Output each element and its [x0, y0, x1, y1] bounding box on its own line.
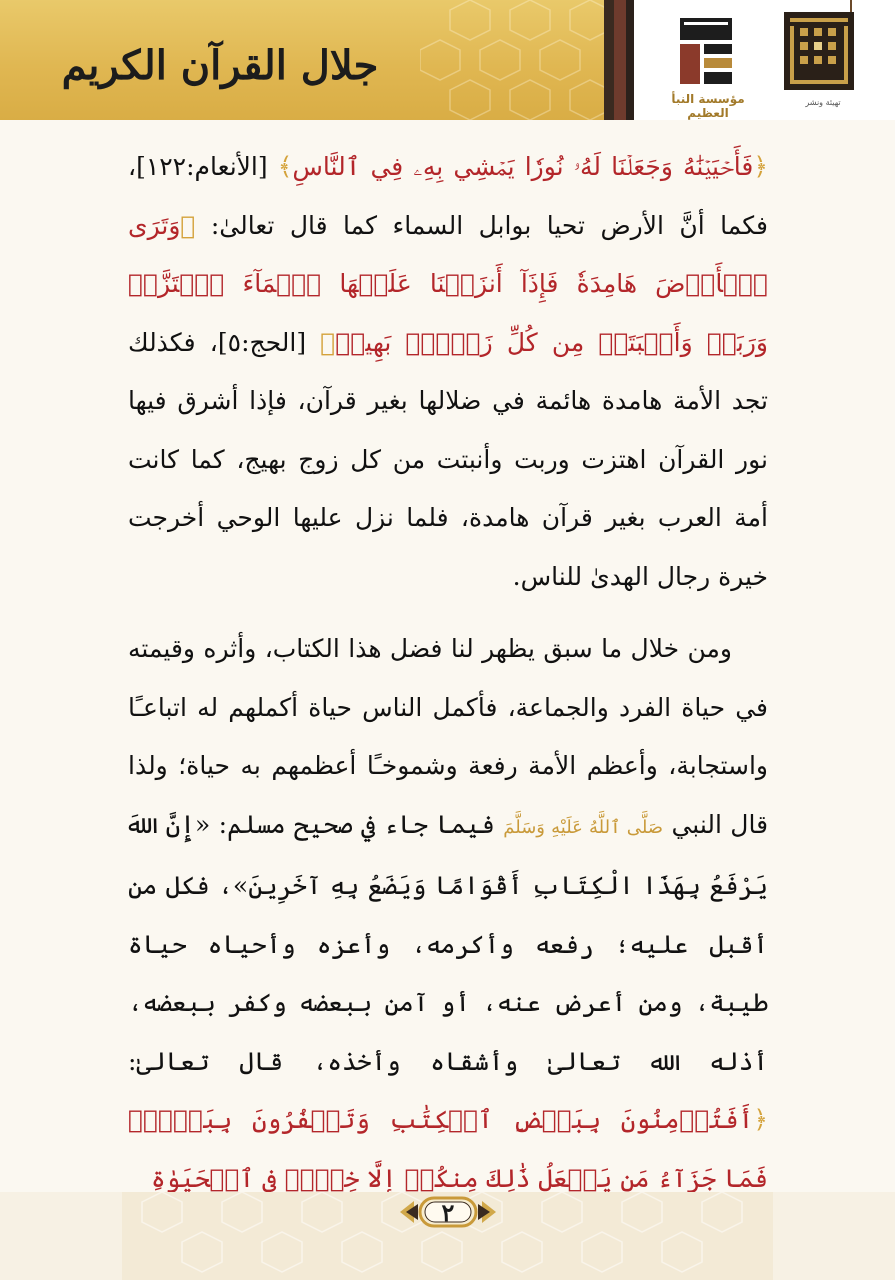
quran-open-bracket: ﴿: [753, 1105, 768, 1134]
page-body-text: [128, 138, 768, 1208]
header-gold-band: [0, 0, 604, 120]
body-text: ومن خلال ما سبق يظهر لنا فضل هذا الكتاب، وأثره وقيمته في حياة الفرد والجماعة، فأكمل الناس حياة أكملهم له اتباعـًا واستجابة، وأعظم الأمة رفعة وشموخـًا أعظمهم به حياة؛ ولذا قال النبي: [128, 634, 769, 839]
verse-reference: [الأنعام:١٢٢]،: [128, 152, 268, 181]
publisher-caption: مؤسسة النبأ العظيم: [671, 92, 745, 120]
paragraph: [128, 138, 768, 606]
page-header: [0, 0, 895, 120]
emblem-caption: تهيئة ونشر: [805, 98, 841, 107]
header-divider: [604, 0, 614, 120]
quran-verse: ﴿فَأَحۡيَيۡنَٰهُ وَجَعَلۡنَا لَهُۥ نُورٗا يَمۡشِي بِهِۦ فِي ٱلنَّاسِ﴾: [277, 152, 768, 181]
quran-open-bracket: ﴿: [753, 152, 768, 181]
publisher-logo-icon: [680, 18, 732, 84]
header-divider: [614, 0, 626, 120]
paragraph: [128, 620, 768, 1208]
quran-close-bracket: ﴾: [320, 327, 336, 357]
body-text: فكما أنَّ الأرض تحيا بوابل السماء كما قال تعالىٰ:: [210, 210, 768, 240]
body-text: فكل من أقبل عليه؛ رفعه وأكرمه، وأعزه وأحياه حياة طيبة، ومن أعرض عنه، أو آمن ببعضه وكفر ببعضه، أذله الله تعالىٰ وأشقاه وأخذه، قال تعالىٰ:: [128, 871, 768, 1076]
hadith-quote: «إِنَّ اللهَ يَرْفَعُ بِهَذَا الْكِتَابِ أَقْوَامًا وَيَضَعُ بِهِ آخَرِينَ»،: [128, 809, 768, 900]
quran-close-bracket: ﴾: [277, 152, 293, 181]
geometric-pattern-decoration: [420, 0, 604, 120]
header-divider: [626, 0, 634, 120]
emblem-logo: [778, 12, 868, 116]
quran-verse: ﴿أَفَتُؤۡمِنُونَ بِبَعۡضِ ٱلۡكِتَٰبِ وَتَكۡفُرُونَ بِبَعۡضٖۚ فَمَا جَزَآءُ مَن يَفۡعَلُ ذَٰلِكَ مِنكُمۡ إِلَّا خِزۡيٞ فِي ٱلۡحَيَوٰةِ: [128, 1105, 768, 1193]
quran-verse: ﴿وَتَرَى ٱلۡأَرۡضَ هَامِدَةٗ فَإِذَآ أَنزَلۡنَا عَلَيۡهَا ٱلۡمَآءَ ٱهۡتَزَّتۡ وَرَبَتۡ وَأَنۢبَتَتۡ مِن كُلِّ زَوۡجِۢ بَهِيجٖ﴾: [128, 210, 768, 357]
book-title: جلال القرآن الكريم: [61, 41, 379, 89]
footer-edge: [773, 1192, 895, 1280]
body-text: فكذلك تجد الأمة هامدة هائمة في ضلالها بغير قرآن، فإذا أشرق فيها نور القرآن اهتزت وربت وأنبتت من كل زوج بهيج، كما كانت أمة العرب بغير قرآن هامدة، فلما نزل عليها الوحي أخرجت خيرة رجال الهدىٰ للناس.: [128, 327, 768, 591]
salawat-honorific: صَلَّى ٱللَّهُ عَلَيْهِ وَسَلَّمَ: [503, 816, 664, 838]
quran-open-bracket: ﴿: [180, 210, 196, 240]
verse-reference: [الحج:٥]،: [209, 327, 307, 357]
publisher-logo: [652, 12, 762, 120]
footer-edge: [0, 1192, 122, 1280]
body-text: فيما جاء في صحيح مسلم:: [218, 809, 495, 839]
kufic-emblem-icon: [784, 12, 854, 90]
page-number: ٢: [441, 1197, 455, 1227]
